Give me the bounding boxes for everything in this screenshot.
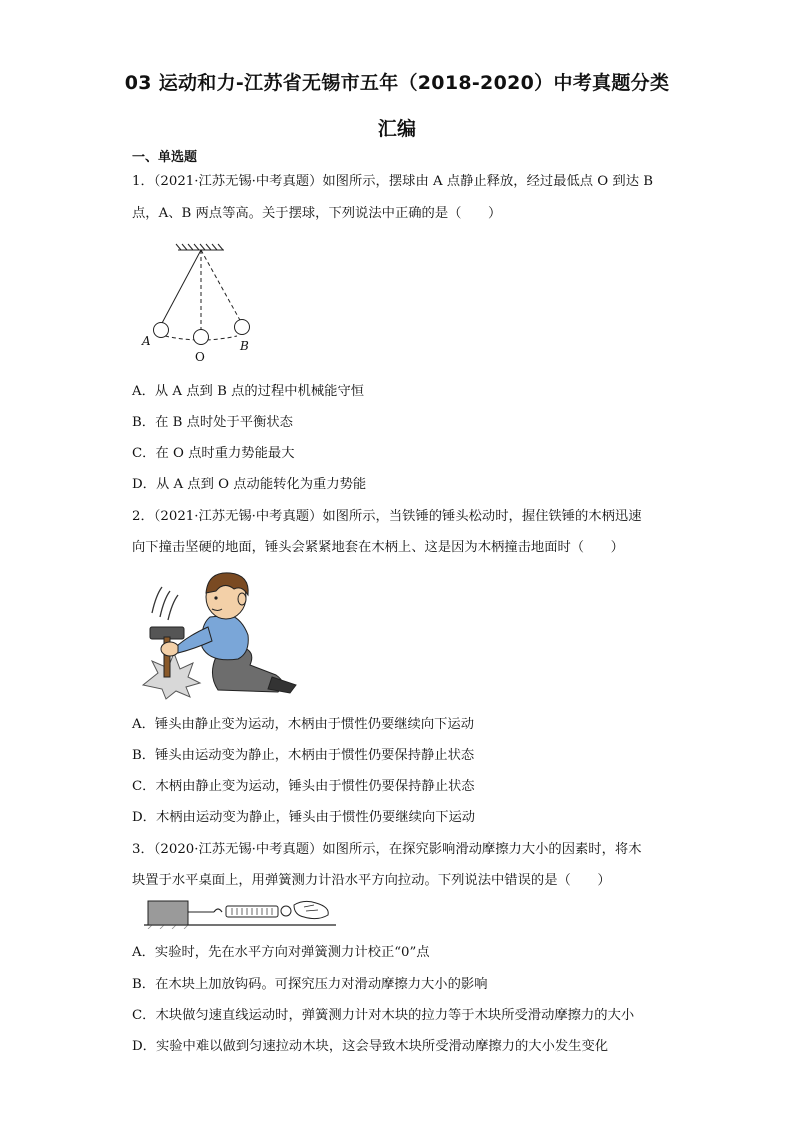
- hook: [214, 909, 222, 912]
- q2-stem-line2: 向下撞击坚硬的地面，锤头会紧紧地套在木柄上、这是因为木柄撞击地面时（ ）: [132, 540, 624, 555]
- q3-option-b: B．在木块上加放钩码。可探究压力对滑动摩擦力大小的影响: [132, 977, 488, 992]
- q1-stem-line2: 点，A、B 两点等高。关于摆球，下列说法中正确的是（ ）: [132, 206, 502, 221]
- label-o: O: [195, 350, 205, 364]
- pendulum-string-a: [161, 250, 201, 325]
- q3-option-c: C．木块做匀速直线运动时，弹簧测力计对木块的拉力等于木块所受滑动摩擦力的大小: [132, 1008, 635, 1023]
- pendulum-ball-o: [194, 330, 209, 345]
- q2-option-d: D．木柄由运动变为静止，锤头由于惯性仍要继续向下运动: [132, 810, 476, 825]
- document-title-line1: 03 运动和力-江苏省无锡市五年（2018-2020）中考真题分类: [124, 72, 670, 94]
- eye: [214, 596, 217, 599]
- motion-lines: [152, 587, 178, 620]
- label-a: A: [142, 334, 151, 348]
- pendulum-ball-b: [235, 320, 250, 335]
- q2-option-c: C．木柄由静止变为运动，锤头由于惯性仍要保持静止状态: [132, 779, 475, 794]
- ear: [238, 593, 246, 605]
- q1-stem-line1: 1．（2021·江苏无锡·中考真题）如图所示，摆球由 A 点静止释放，经过最低点 O 到达 B: [132, 174, 654, 189]
- q2-option-a: A．锤头由静止变为运动，木柄由于惯性仍要继续向下运动: [132, 717, 475, 732]
- pulling-hand: [294, 901, 328, 918]
- hammer-figure: [138, 565, 303, 700]
- q2-option-b: B．锤头由运动变为静止，木柄由于惯性仍要保持静止状态: [132, 748, 475, 763]
- q3-stem-line2: 块置于水平桌面上，用弹簧测力计沿水平方向拉动。下列说法中错误的是（ ）: [132, 873, 611, 888]
- q1-option-b: B．在 B 点时处于平衡状态: [132, 415, 293, 430]
- hand: [161, 642, 179, 656]
- label-b: B: [240, 339, 249, 353]
- q1-option-d: D．从 A 点到 O 点动能转化为重力势能: [132, 477, 367, 492]
- document-title-line2: 汇编: [377, 118, 417, 140]
- pendulum-figure: [134, 240, 264, 368]
- section-heading: 一、单选题: [132, 150, 198, 165]
- q3-option-a: A．实验时，先在水平方向对弹簧测力计校正“0”点: [132, 945, 430, 960]
- q1-option-a: A．从 A 点到 B 点的过程中机械能守恒: [132, 384, 365, 399]
- q2-stem-line1: 2．（2021·江苏无锡·中考真题）如图所示，当铁锤的锤头松动时，握住铁锤的木柄迅速: [132, 509, 642, 524]
- q1-option-c: C．在 O 点时重力势能最大: [132, 446, 295, 461]
- q3-stem-line1: 3．（2020·江苏无锡·中考真题）如图所示，在探究影响滑动摩擦力大小的因素时，将木: [132, 842, 642, 857]
- scale-ring: [281, 906, 291, 916]
- pendulum-ceiling: [176, 244, 224, 250]
- pendulum-string-b: [201, 250, 241, 322]
- q3-option-d: D．实验中难以做到匀速拉动木块，这会导致木块所受滑动摩擦力的大小发生变化: [132, 1039, 609, 1054]
- spring-scale-figure: [144, 895, 336, 929]
- wooden-block: [148, 901, 188, 925]
- pendulum-ball-a: [154, 323, 169, 338]
- impact-burst: [143, 653, 200, 699]
